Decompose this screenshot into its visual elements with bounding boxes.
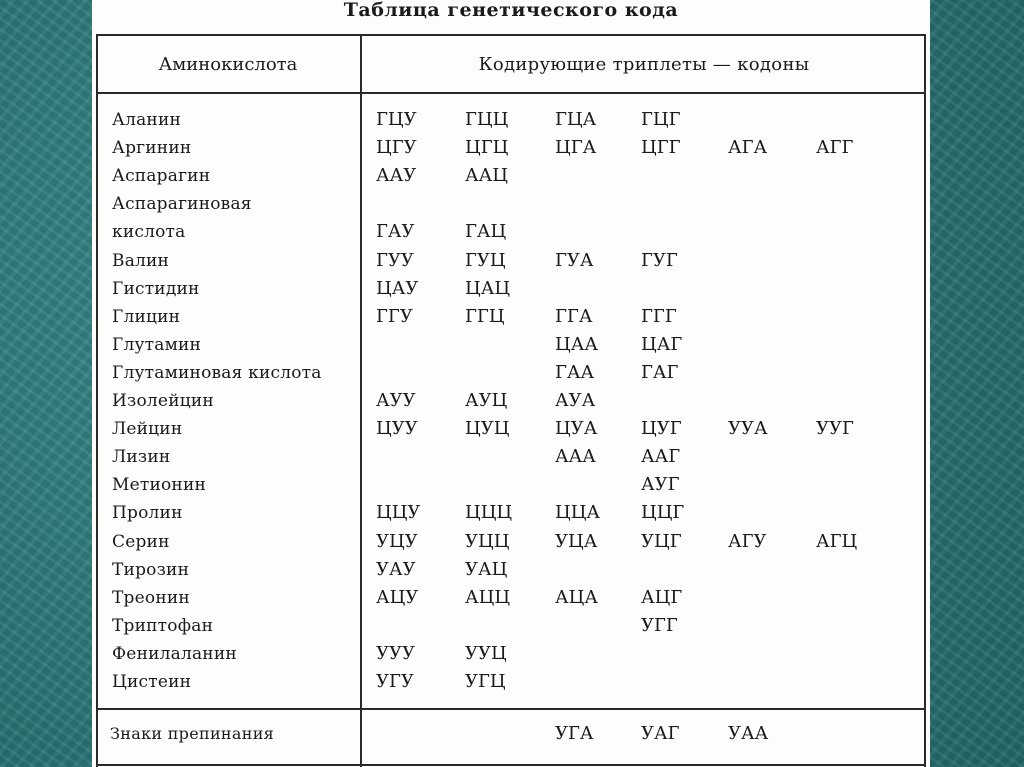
codon: ЦГГ [641,137,681,159]
codon: АГЦ [816,530,858,552]
codon: УУУ [376,642,416,664]
codon: ГУГ [641,249,678,271]
codon: ААА [555,446,596,468]
codon: ГУУ [376,249,414,271]
amino-acid-name: Лизин [112,447,171,468]
amino-acid-name: Глицин [112,306,181,327]
codon: ААУ [376,165,417,187]
codon: АГГ [816,137,854,159]
codon: ГГГ [641,305,677,327]
codon: ЦАА [555,333,598,355]
table-row [92,247,930,275]
codon: УГЦ [465,671,506,692]
amino-acid-name: Треонин [112,587,190,608]
table-title: Таблица генетического кода [343,0,679,21]
codon: АГА [728,137,768,159]
amino-acid-name: Гистидин [112,278,200,299]
amino-acid-name: Триптофан [112,615,214,636]
table-row [92,528,930,556]
table-row [92,303,930,331]
codon: ГУА [555,249,594,271]
codon: ЦЦУ [376,502,421,524]
codon: ЦАЦ [465,277,511,299]
codon: УУЦ [465,642,507,664]
table-row [92,106,930,134]
codon: ГГЦ [465,305,505,327]
codon: УАЦ [465,558,508,580]
table-row [92,668,930,696]
table-row [92,471,930,499]
codon: ААЦ [465,165,508,187]
stop-row-separator [96,708,926,710]
codon: АЦГ [641,586,683,608]
amino-acid-name: Аспарагиновая [112,194,252,215]
table-row [92,612,930,640]
table-row [92,190,930,218]
table-row [92,134,930,162]
amino-acid-name: Цистеин [112,672,192,692]
codon: ГЦЦ [465,109,509,130]
stop-codon: УГА [555,723,594,744]
stop-codon: УАГ [641,723,680,744]
codon: АЦУ [376,586,419,608]
amino-acid-name: Изолейцин [112,391,214,411]
codon: УГГ [641,614,678,636]
amino-acid-name: кислота [112,222,186,243]
codon: ЦГА [555,137,597,159]
amino-acid-name: Лейцин [112,419,183,440]
stop-codons-row [92,720,930,748]
header-bottom-border [96,92,926,94]
table-row [92,584,930,612]
stop-codons-label: Знаки препинания [110,724,275,743]
table-row [92,415,930,443]
header-amino-acid: Аминокислота [158,53,298,75]
codon: АУУ [376,390,416,411]
codon: ЦАГ [641,333,683,355]
codon: ЦЦГ [641,502,685,524]
codon: ЦУГ [641,418,682,440]
codon: ГГА [555,305,593,327]
table-row [92,162,930,190]
codon: ГАА [555,361,595,383]
table-bottom-border [96,764,926,766]
table-row [92,275,930,303]
table-row [92,499,930,527]
codon: УУА [728,418,768,440]
codon: УЦУ [376,530,418,552]
codon: ААГ [641,446,681,468]
codon: ЦУА [555,418,598,440]
table-row [92,443,930,471]
codon: ГЦУ [376,109,417,130]
amino-acid-name: Аргинин [112,138,192,159]
amino-acid-name: Аспарагин [112,166,211,187]
codon: ЦГУ [376,137,417,159]
codon: УУГ [816,418,854,440]
codon: ГАГ [641,361,679,383]
codon: АГУ [728,530,767,552]
codon: УЦЦ [465,530,510,552]
codon: ЦАУ [376,277,419,299]
genetic-code-sheet [92,0,930,767]
codon: ГУЦ [465,249,506,271]
codon: ЦЦА [555,502,601,524]
codon: ГГУ [376,305,413,327]
amino-acid-name: Фенилаланин [112,643,237,664]
amino-acid-name: Тирозин [112,559,190,580]
amino-acid-name: Аланин [112,110,182,130]
codon: УАУ [376,558,416,580]
codon: АЦА [555,586,598,608]
amino-acid-name: Метионин [112,475,207,496]
table-row [92,359,930,387]
codon: АЦЦ [465,586,511,608]
codon: ЦГЦ [465,137,509,159]
amino-acid-name: Серин [112,531,170,552]
codon: УГУ [376,671,414,692]
codon: АУА [555,390,596,411]
amino-acid-name: Глутаминовая кислота [112,362,322,383]
codon: ГЦГ [641,109,681,130]
codon: АУГ [641,474,680,496]
amino-acid-name: Валин [112,250,170,271]
stop-codon: УАА [728,723,769,744]
codon: ГАЦ [465,221,507,243]
amino-acid-name: Пролин [112,503,183,524]
codon: ЦУЦ [465,418,510,440]
codon: ГЦА [555,109,597,130]
table-row [92,556,930,584]
table-row [92,218,930,246]
table-row [92,387,930,415]
table-row [92,640,930,668]
table-row [92,331,930,359]
codon: ЦУУ [376,418,418,440]
codon: УЦГ [641,530,682,552]
header-codons: Кодирующие триплеты — кодоны [478,53,810,75]
codon: АУЦ [465,390,508,411]
codon: ЦЦЦ [465,502,513,524]
amino-acid-name: Глутамин [112,334,202,355]
codon: УЦА [555,530,598,552]
codon: ГАУ [376,221,415,243]
